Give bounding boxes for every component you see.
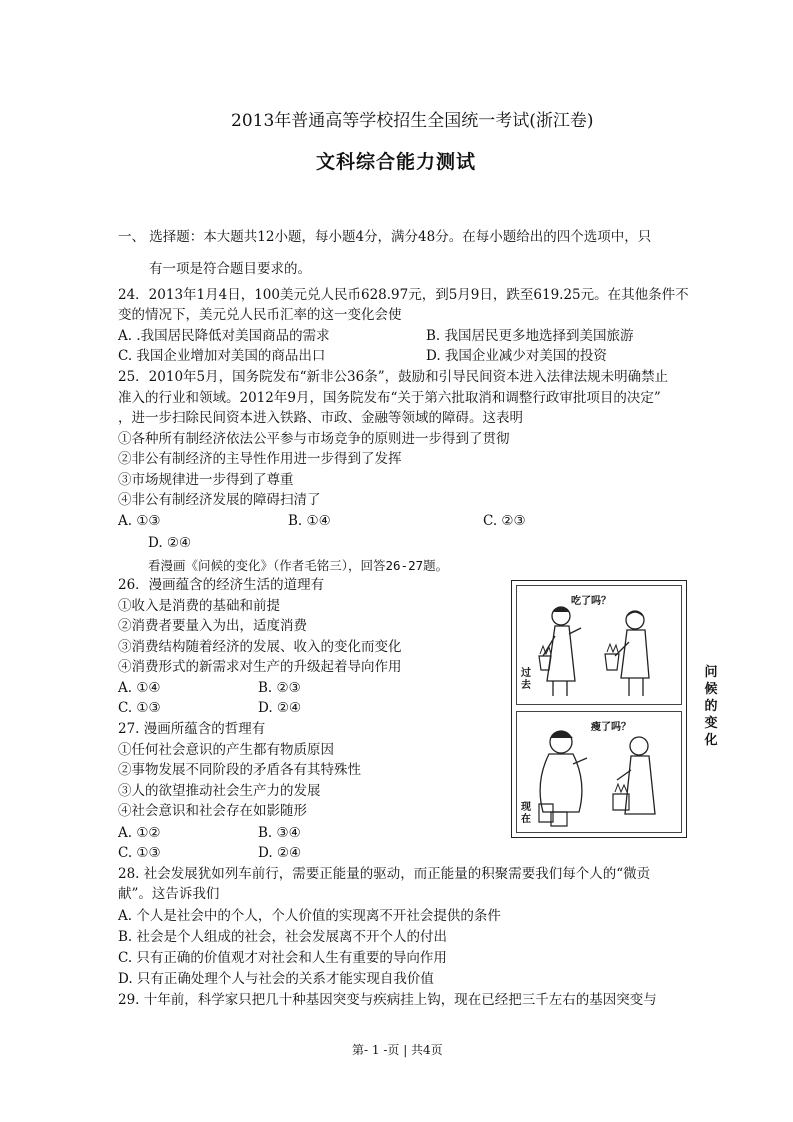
q26-item-2: ②消费者要量入为出，适度消费 <box>118 618 307 634</box>
q28-stem-line1: 28. 社会发展犹如列车前行，需要正能量的驱动，而正能量的积聚需要我们每个人的“微贡 <box>118 866 651 882</box>
q24-option-d: D. 我国企业减少对美国的投资 <box>426 348 607 364</box>
cartoon-figure <box>511 580 687 838</box>
page-footer: 第- 1 -页 | 共4页 <box>352 1043 443 1057</box>
q27-option-c: C. ①③ <box>118 845 161 861</box>
section-instruction-line2: 有一项是符合题目要求的。 <box>149 261 311 277</box>
q26-item-1: ①收入是消费的基础和前提 <box>118 598 280 614</box>
q28-stem-line2: 献”。这告诉我们 <box>118 886 220 902</box>
exam-subtitle: 文科综合能力测试 <box>316 151 477 173</box>
cartoon-now-label: 现在 <box>521 802 531 825</box>
q27-stem: 27. 漫画所蕴含的哲理有 <box>118 721 266 737</box>
q28-option-a: A. 个人是社会中的个人，个人价值的实现离不开社会提供的条件 <box>118 908 501 924</box>
q24-stem-line1: 24．2013年1月4日，100美元兑人民币628.97元，到5月9日，跌至619.25元。在其他条件不 <box>118 287 689 303</box>
cartoon-past-label: 过去 <box>521 668 531 691</box>
q27-item-4: ④社会意识和社会存在如影随形 <box>118 803 307 819</box>
q25-item-4: ④非公有制经济发展的障碍扫清了 <box>118 492 321 508</box>
q25-stem-line2: 准入的行业和领域。2012年9月，国务院发布“关于第六批取消和调整行政审批项目的决定” <box>118 390 661 406</box>
q24-option-c: C. 我国企业增加对美国的商品出口 <box>118 348 326 364</box>
q25-option-c: C. ②③ <box>483 513 526 529</box>
q29-stem-line1: 29. 十年前，科学家只把几十种基因突变与疾病挂上钩，现在已经把三千左右的基因突变与 <box>118 992 657 1008</box>
q27-option-d: D. ②④ <box>258 845 302 861</box>
q26-item-4: ④消费形式的新需求对生产的升级起着导向作用 <box>118 659 402 675</box>
q25-stem-line1: 25．2010年5月，国务院发布“新非公36条”，鼓励和引导民间资本进入法律法规未明确禁止 <box>118 369 669 385</box>
q25-stem-line3: ，进一步扫除民间资本进入铁路、市政、金融等领域的障碍。这表明 <box>118 410 523 426</box>
q28-option-c: C. 只有正确的价值观才对社会和人生有重要的导向作用 <box>118 950 447 966</box>
q24-stem-line2: 变的情况下，美元兑人民币汇率的这一变化会使 <box>118 307 402 323</box>
cartoon-panel-now <box>516 711 682 833</box>
q27-item-1: ①任何社会意识的产生都有物质原因 <box>118 742 334 758</box>
q25-item-2: ②非公有制经济的主导性作用进一步得到了发挥 <box>118 451 402 467</box>
exam-title: 2013年普通高等学校招生全国统一考试(浙江卷) <box>231 111 594 131</box>
q25-option-a: A. ①③ <box>118 513 161 529</box>
q24-option-a: A. .我国居民降低对美国商品的需求 <box>118 328 330 344</box>
cartoon-caption: 问候的变化 <box>704 665 718 748</box>
q26-stem: 26．漫画蕴含的经济生活的道理有 <box>118 577 325 593</box>
q27-option-b: B. ③④ <box>258 825 301 841</box>
cartoon-intro: 看漫画《问候的变化》（作者毛铭三），回答26-27题。 <box>148 558 449 573</box>
q27-item-2: ②事物发展不同阶段的矛盾各有其特殊性 <box>118 762 361 778</box>
q28-option-b: B. 社会是个人组成的社会，社会发展离不开个人的付出 <box>118 929 448 945</box>
q27-item-3: ③人的欲望推动社会生产力的发展 <box>118 783 321 799</box>
q25-item-1: ①各种所有制经济依法公平参与市场竞争的原则进一步得到了贯彻 <box>118 431 510 447</box>
q26-item-3: ③消费结构随着经济的发展、收入的变化而变化 <box>118 639 402 655</box>
q26-option-d: D. ②④ <box>258 700 302 716</box>
q26-option-a: A. ①④ <box>118 680 161 696</box>
q27-option-a: A. ①② <box>118 825 161 841</box>
section-instruction-line1: 一、 选择题：本大题共12小题，每小题4分，满分48分。在每小题给出的四个选项中，只 <box>118 229 652 245</box>
q24-option-b: B. 我国居民更多地选择到美国旅游 <box>426 328 634 344</box>
q26-option-b: B. ②③ <box>258 680 301 696</box>
q25-option-d: D. ②④ <box>148 535 192 551</box>
q28-option-d: D. 只有正确处理个人与社会的关系才能实现自我价值 <box>118 971 434 987</box>
cartoon-now-speech: 瘦了吗？ <box>591 722 631 733</box>
q25-item-3: ③市场规律进一步得到了尊重 <box>118 472 294 488</box>
cartoon-panel-past <box>516 585 682 705</box>
cartoon-past-speech: 吃了吗？ <box>571 596 611 607</box>
q26-option-c: C. ①③ <box>118 700 161 716</box>
q25-option-b: B. ①④ <box>288 513 331 529</box>
